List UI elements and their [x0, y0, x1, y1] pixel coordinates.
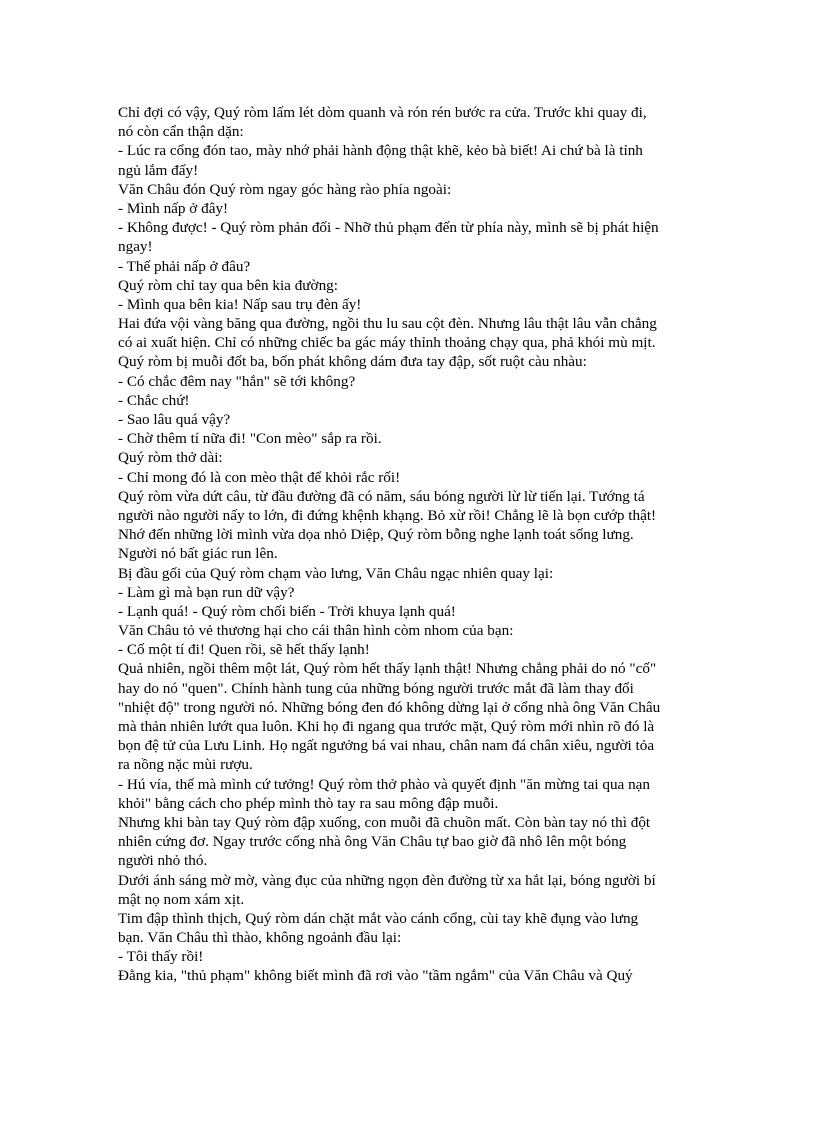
- text-line: - Chắc chứ!: [118, 391, 190, 409]
- text-line: Văn Châu tỏ vẻ thương hại cho cái thân hình còm nhom của bạn:: [118, 622, 514, 640]
- text-line: bọn đệ tử của Lưu Linh. Họ ngất ngưởng bá vai nhau, chân nam đá chân xiêu, người tỏa: [118, 737, 655, 755]
- text-line: - Lạnh quá! - Quý ròm chối biến - Trời khuya lạnh quá!: [118, 602, 456, 620]
- document-body-text: [118, 103, 698, 986]
- text-line: mà thản nhiên lướt qua luôn. Khi họ đi ngang qua trước mặt, Quý ròm mới nhìn rõ đó là: [118, 718, 655, 735]
- text-line: Quý ròm thở dài:: [118, 449, 223, 467]
- text-line: Quả nhiên, ngồi thêm một lát, Quý ròm hết thấy lạnh thật! Nhưng chẳng phải do nó "cố": [118, 660, 657, 678]
- text-line: ngay!: [118, 238, 153, 256]
- text-line: Chỉ đợi có vậy, Quý ròm lấm lét dòm quanh và rón rén bước ra cửa. Trước khi quay đi,: [118, 104, 647, 121]
- text-line: Nhớ đến những lời mình vừa dọa nhỏ Diệp, Quý ròm bỗng nghe lạnh toát sống lưng.: [118, 526, 634, 544]
- text-line: Quý ròm vừa dứt câu, từ đầu đường đã có năm, sáu bóng người lừ lừ tiến lại. Tướng tá: [118, 487, 645, 505]
- text-line: - Lúc ra cổng đón tao, mày nhớ phải hành động thật khẽ, kẻo bà biết! Ai chứ bà là tỉnh: [118, 142, 643, 160]
- text-line: Quý ròm bị muỗi đốt ba, bốn phát không dám đưa tay đập, sốt ruột càu nhàu:: [118, 353, 587, 371]
- text-line: Người nó bất giác run lên.: [118, 545, 278, 563]
- text-line: khỏi" bằng cách cho phép mình thò tay ra sau mông đập muỗi.: [118, 794, 499, 812]
- text-line: Văn Châu đón Quý ròm ngay góc hàng rào phía ngoài:: [118, 180, 452, 198]
- text-line: - Mình qua bên kia! Nấp sau trụ đèn ấy!: [118, 295, 362, 313]
- text-line: - Mình nấp ở đây!: [118, 199, 229, 217]
- text-line: - Tôi thấy rồi!: [118, 948, 204, 966]
- text-line: ra nồng nặc mùi rượu.: [118, 756, 253, 774]
- text-line: Bị đầu gối của Quý ròm chạm vào lưng, Văn Châu ngạc nhiên quay lại:: [118, 564, 554, 582]
- text-line: hay do nó "quen". Chính hành tung của những bóng người trước mắt đã làm thay đổi: [118, 679, 634, 697]
- text-line: - Thế phải nấp ở đâu?: [118, 257, 251, 275]
- text-line: Tim đập thình thịch, Quý ròm dán chặt mắt vào cánh cổng, cùi tay khẽ đụng vào lưng: [118, 909, 639, 927]
- text-line: bạn. Văn Châu thì thào, không ngoảnh đầu lại:: [118, 929, 402, 947]
- text-line: ngủ lắm đấy!: [118, 161, 199, 179]
- text-line: người nào người nấy to lớn, đi đứng khệnh khạng. Bỏ xừ rồi! Chẳng lẽ là bọn cướp thật!: [118, 506, 657, 524]
- text-line: nhiên cứng đơ. Ngay trước cổng nhà ông Văn Châu tự bao giờ đã nhô lên một bóng: [118, 833, 627, 851]
- text-line: - Chờ thêm tí nữa đi! "Con mèo" sắp ra rồi.: [118, 430, 382, 448]
- text-line: mật nọ nom xám xịt.: [118, 890, 245, 908]
- text-line: Đằng kia, "thủ phạm" không biết mình đã rơi vào "tầm ngắm" của Văn Châu và Quý: [118, 967, 633, 985]
- text-line: - Không được! - Quý ròm phản đối - Nhỡ thủ phạm đến từ phía này, mình sẽ bị phát hiện: [118, 219, 659, 237]
- text-line: Dưới ánh sáng mờ mờ, vàng đục của những ngọn đèn đường từ xa hắt lại, bóng người bí: [118, 871, 656, 889]
- text-line: - Hú vía, thế mà mình cứ tưởng! Quý ròm thở phào và quyết định "ăn mừng tai qua nạn: [118, 775, 651, 793]
- text-line: nó còn cẩn thận dặn:: [118, 123, 244, 141]
- text-line: có ai xuất hiện. Chỉ có những chiếc ba gác máy thỉnh thoảng chạy qua, phả khói mù mịt.: [118, 334, 656, 352]
- text-line: - Chỉ mong đó là con mèo thật để khỏi rắc rối!: [118, 468, 401, 486]
- text-line: "nhiệt độ" trong người nó. Những bóng đen đó không dừng lại ở cổng nhà ông Văn Châu: [118, 698, 661, 716]
- text-line: - Sao lâu quá vậy?: [118, 411, 231, 428]
- text-line: - Có chắc đêm nay "hắn" sẽ tới không?: [118, 372, 356, 390]
- text-line: - Làm gì mà bạn run dữ vậy?: [118, 583, 295, 601]
- text-line: Hai đứa vội vàng băng qua đường, ngồi thu lu sau cột đèn. Nhưng lâu thật lâu vẫn chẳng: [118, 315, 657, 333]
- text-line: - Cố một tí đi! Quen rồi, sẽ hết thấy lạnh!: [118, 641, 370, 659]
- text-line: người nhỏ thó.: [118, 852, 208, 870]
- text-line: Quý ròm chỉ tay qua bên kia đường:: [118, 276, 338, 294]
- text-line: Nhưng khi bàn tay Quý ròm đập xuống, con muỗi đã chuồn mất. Còn bàn tay nó thì đột: [118, 813, 651, 831]
